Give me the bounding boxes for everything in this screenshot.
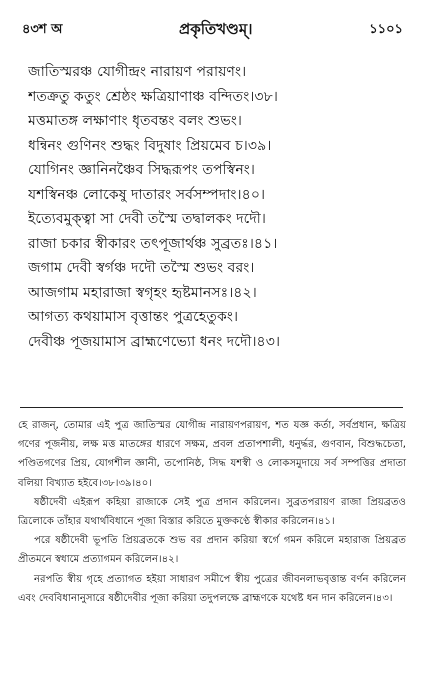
verse-line: যশস্বিনঞ্চ লোকেষু দাতারং সর্বসম্পদাং।৪০। <box>28 186 266 203</box>
section-divider <box>20 407 403 408</box>
page-number: ১১০১ <box>369 21 403 37</box>
running-title: প্রকৃতিখণ্ডম্‌। <box>179 19 253 38</box>
verse-line: ধন্বিনং গুণিনং শুদ্ধং বিদুষাং প্রিয়মেব চ।৩৯। <box>28 137 272 154</box>
verse-line: যোগিনং জ্ঞানিনঞ্চৈব সিদ্ধরূপং তপস্বিনং। <box>28 162 255 178</box>
verse-line: শতক্রতু কতুং শ্রেষ্ঠং ক্ষত্রিয়াণাঞ্চ বন্দিতং।৩৮। <box>28 88 278 105</box>
verse-line: জাতিস্মরঞ্চ যোগীন্দ্রং নারায়ণ পরায়ণং। <box>28 64 247 80</box>
verse-line: মত্তমাতঙ্গ লক্ষাণাং ধৃতবন্তং বলং শুভং। <box>28 113 243 129</box>
commentary-paragraph: নরপতি স্বীয় গৃহে প্রত্যাগত হইয়া সাধারণ সমীপে স্বীয় পুত্রের জীবনলাভবৃত্তান্ত বর্ণন করিলেন এবং দেববিধানানুসারে ষষ্ঠীদেবীর পূজা করিয়া তদুপলক্ষে ব্রাহ্মণকে যথেষ্ট ধন দান করিলেন।৪৩। <box>18 573 406 604</box>
verse-line: আগত্য কথয়ামাস বৃত্তান্তং পুত্রহেতুকং। <box>28 309 239 325</box>
verse-line: রাজা চকার স্বীকারং তৎপূজার্থঞ্চ সুব্রতঃ।৪১। <box>28 235 278 252</box>
verse-line: আজগাম মহারাজা স্বগৃহং হৃষ্টমানসঃ।৪২। <box>28 284 257 301</box>
verse-line: ইত্যেবমুক্ত্বা সা দেবী তস্মৈ তদ্বালকং দদৌ। <box>28 211 266 227</box>
verse-line: দেবীঞ্চ পূজয়ামাস ব্রাহ্মণেভ্যো ধনং দদৌ।৪৩। <box>28 333 281 350</box>
bengali-commentary <box>18 416 406 608</box>
sanskrit-verses <box>28 60 408 354</box>
page-header <box>22 18 403 42</box>
commentary-paragraph: ষষ্ঠীদেবী এইরূপ কহিয়া রাজাকে সেই পুত্র প্রদান করিলেন। সুব্রতপরায়ণ রাজা প্রিয়ব্রতও ত্রিলোকে তাঁহার যথার্থবিধানে পূজা বিস্তার করিতে মুক্তকণ্ঠে স্বীকার করিলেন।৪১। <box>18 496 406 528</box>
commentary-paragraph: পরে ষষ্ঠীদেবী ভূপতি প্রিয়ব্রতকে শুভ বর প্রদান করিয়া স্বর্গে গমন করিলে মহারাজ প্রিয়ব্রত প্রীতমনে স্বধামে প্রত্যাগমন করিলেন।৪২। <box>18 535 406 566</box>
verse-line: জগাম দেবী স্বর্গঞ্চ দদৌ তস্মৈ শুভং বরং। <box>28 260 255 276</box>
commentary-paragraph: হে রাজন্‌, তোমার এই পুত্র জাতিস্মর যোগীন্দ্র নারায়ণপরায়ণ, শত যজ্ঞ কর্তা, সর্বপ্রধান, ক্ষত্রিয় গণের পূজনীয়, লক্ষ মত্ত মাতঙ্গের ধারণে সক্ষম, প্রবল প্রতাপশালী, ধনুর্দ্ধর, গুণবান, বিশুদ্ধচেতা, পণ্ডিতগণের প্রিয়, যোগশীল জ্ঞানী, তপোনিষ্ঠ, সিদ্ধ যশস্বী ও লোকসমুদায়ে সর্ব সম্পত্তির প্রদাতা বলিয়া বিখ্যাত হইবে।৩৮।৩৯।৪০। <box>18 420 406 489</box>
chapter-number: ৪৩শ অ <box>22 21 63 37</box>
